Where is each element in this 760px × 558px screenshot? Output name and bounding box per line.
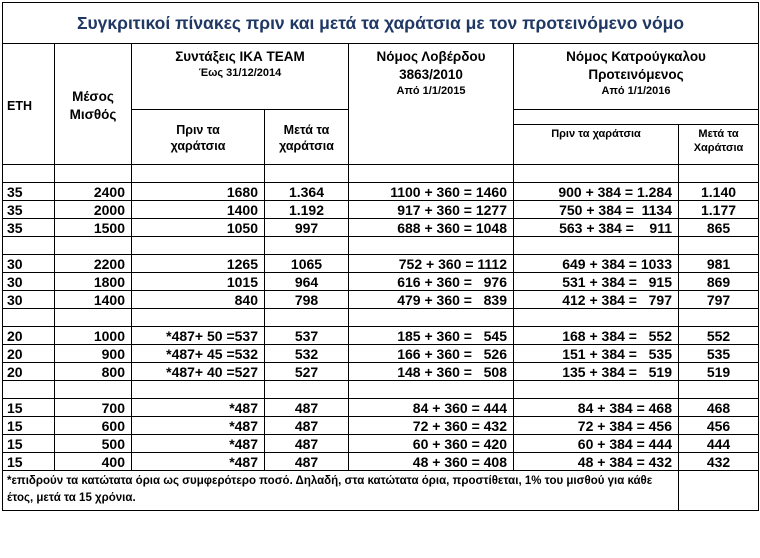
table-row <box>3 435 759 453</box>
cell-ika-after: 798 <box>265 291 349 309</box>
spacer-cell <box>349 237 514 255</box>
cell-ika-before: 840 <box>132 291 265 309</box>
cell-ika-after: 997 <box>265 219 349 237</box>
comparison-sheet <box>2 2 758 511</box>
cell-eth: 15 <box>3 453 55 471</box>
cell-ika-before: 1015 <box>132 273 265 291</box>
spacer-cell <box>679 381 759 399</box>
cell-eth: 35 <box>3 183 55 201</box>
spacer-cell <box>55 381 132 399</box>
header-katr-gap <box>514 110 759 125</box>
spacer-cell <box>514 309 679 327</box>
spacer-cell <box>132 237 265 255</box>
header-katr-before: Πριν τα χαράτσια <box>514 125 679 165</box>
cell-loverdos: 60 + 360 = 420 <box>349 435 514 453</box>
spacer-row <box>3 165 759 183</box>
table-row <box>3 453 759 471</box>
spacer-cell <box>132 381 265 399</box>
table-row <box>3 345 759 363</box>
cell-ika-before: *487 <box>132 417 265 435</box>
table-title: Συγκριτικοί πίνακες πριν και μετά τα χαράτσια με τον προτεινόμενο νόμο <box>3 3 759 44</box>
spacer-cell <box>132 309 265 327</box>
cell-katr-before: 900 + 384 = 1.284 <box>514 183 679 201</box>
cell-eth: 35 <box>3 219 55 237</box>
cell-katr-before: 72 + 384 = 456 <box>514 417 679 435</box>
cell-eth: 20 <box>3 363 55 381</box>
cell-ika-before: *487+ 45 =532 <box>132 345 265 363</box>
cell-ika-after: 1065 <box>265 255 349 273</box>
header-ika-after-label: Μετά τα χαράτσια <box>279 122 334 153</box>
cell-katr-after: 468 <box>679 399 759 417</box>
table-row <box>3 273 759 291</box>
header-katrougalos-date: Από 1/1/2016 <box>601 85 671 98</box>
cell-katr-before: 168 + 384 = 552 <box>514 327 679 345</box>
spacer-row <box>3 237 759 255</box>
cell-ika-before: *487 <box>132 399 265 417</box>
cell-misthos: 1500 <box>55 219 132 237</box>
header-ika-title: Συντάξεις ΙΚΑ ΤΕΑΜ <box>175 49 305 64</box>
spacer-cell <box>265 309 349 327</box>
header-ika <box>132 44 349 110</box>
cell-misthos: 2000 <box>55 201 132 219</box>
cell-loverdos: 185 + 360 = 545 <box>349 327 514 345</box>
table-row <box>3 417 759 435</box>
cell-misthos: 900 <box>55 345 132 363</box>
header-ika-after <box>265 110 349 165</box>
cell-katr-before: 135 + 384 = 519 <box>514 363 679 381</box>
cell-katr-before: 151 + 384 = 535 <box>514 345 679 363</box>
cell-misthos: 1400 <box>55 291 132 309</box>
cell-loverdos: 72 + 360 = 432 <box>349 417 514 435</box>
cell-eth: 35 <box>3 201 55 219</box>
cell-katr-before: 649 + 384 = 1033 <box>514 255 679 273</box>
cell-katr-after: 981 <box>679 255 759 273</box>
cell-eth: 15 <box>3 417 55 435</box>
cell-katr-after: 519 <box>679 363 759 381</box>
spacer-cell <box>514 237 679 255</box>
cell-ika-after: 487 <box>265 453 349 471</box>
spacer-cell <box>55 165 132 183</box>
spacer-cell <box>3 381 55 399</box>
cell-ika-after: 537 <box>265 327 349 345</box>
cell-eth: 20 <box>3 345 55 363</box>
cell-misthos: 2400 <box>55 183 132 201</box>
cell-katr-before: 531 + 384 = 915 <box>514 273 679 291</box>
cell-katr-before: 84 + 384 = 468 <box>514 399 679 417</box>
cell-ika-after: 964 <box>265 273 349 291</box>
header-eth: ΕΤΗ <box>3 44 55 165</box>
header-loverdos <box>349 44 514 165</box>
table-row <box>3 201 759 219</box>
cell-katr-after: 456 <box>679 417 759 435</box>
cell-misthos: 2200 <box>55 255 132 273</box>
cell-ika-before: *487 <box>132 435 265 453</box>
spacer-cell <box>679 309 759 327</box>
header-ika-before-label: Πριν τα χαράτσια <box>170 122 226 153</box>
cell-misthos: 700 <box>55 399 132 417</box>
cell-ika-after: 487 <box>265 435 349 453</box>
cell-katr-before: 750 + 384 = 1134 <box>514 201 679 219</box>
table-row <box>3 363 759 381</box>
cell-eth: 20 <box>3 327 55 345</box>
spacer-cell <box>132 165 265 183</box>
header-katr-after <box>679 125 759 165</box>
footnote: *επιδρούν τα κατώτατα όρια ως συμφερότερο ποσό. Δηλαδή, στα κατώτατα όρια, προστίθεται, 1% του μισθού για κάθε έτος, μετά τα 15 χρόνια. <box>3 471 679 511</box>
spacer-cell <box>3 309 55 327</box>
cell-eth: 30 <box>3 291 55 309</box>
spacer-cell <box>55 309 132 327</box>
spacer-cell <box>349 165 514 183</box>
cell-ika-before: *487+ 50 =537 <box>132 327 265 345</box>
table-row <box>3 219 759 237</box>
cell-misthos: 800 <box>55 363 132 381</box>
cell-katr-before: 60 + 384 = 444 <box>514 435 679 453</box>
cell-katr-after: 865 <box>679 219 759 237</box>
spacer-cell <box>679 237 759 255</box>
cell-loverdos: 752 + 360 = 1112 <box>349 255 514 273</box>
cell-katr-before: 412 + 384 = 797 <box>514 291 679 309</box>
cell-katr-after: 1.140 <box>679 183 759 201</box>
cell-loverdos: 166 + 360 = 526 <box>349 345 514 363</box>
cell-misthos: 600 <box>55 417 132 435</box>
cell-ika-after: 487 <box>265 417 349 435</box>
table-row <box>3 399 759 417</box>
header-katrougalos-title: Νόμος Κατρούγκαλου Προτεινόμενος <box>566 49 706 83</box>
spacer-cell <box>265 381 349 399</box>
spacer-cell <box>514 165 679 183</box>
header-katr-after-label: Μετά τα Χαράτσια <box>693 128 744 155</box>
comparison-table <box>2 2 759 511</box>
cell-loverdos: 616 + 360 = 976 <box>349 273 514 291</box>
cell-misthos: 1800 <box>55 273 132 291</box>
cell-ika-after: 532 <box>265 345 349 363</box>
footnote-empty-cell <box>679 471 759 511</box>
cell-misthos: 1000 <box>55 327 132 345</box>
cell-katr-before: 563 + 384 = 911 <box>514 219 679 237</box>
spacer-cell <box>3 237 55 255</box>
header-ika-date: Έως 31/12/2014 <box>198 67 282 80</box>
cell-katr-before: 48 + 384 = 432 <box>514 453 679 471</box>
cell-katr-after: 797 <box>679 291 759 309</box>
spacer-row <box>3 309 759 327</box>
cell-loverdos: 917 + 360 = 1277 <box>349 201 514 219</box>
spacer-row <box>3 381 759 399</box>
cell-ika-before: 1265 <box>132 255 265 273</box>
table-row <box>3 255 759 273</box>
table-row <box>3 291 759 309</box>
spacer-cell <box>514 381 679 399</box>
cell-ika-after: 1.192 <box>265 201 349 219</box>
cell-loverdos: 1100 + 360 = 1460 <box>349 183 514 201</box>
spacer-cell <box>55 237 132 255</box>
cell-ika-after: 1.364 <box>265 183 349 201</box>
header-loverdos-date: Από 1/1/2015 <box>396 85 466 98</box>
spacer-cell <box>679 165 759 183</box>
header-ika-before <box>132 110 265 165</box>
cell-katr-after: 869 <box>679 273 759 291</box>
cell-katr-after: 535 <box>679 345 759 363</box>
cell-misthos: 400 <box>55 453 132 471</box>
cell-eth: 15 <box>3 435 55 453</box>
spacer-cell <box>349 309 514 327</box>
cell-loverdos: 48 + 360 = 408 <box>349 453 514 471</box>
cell-ika-after: 527 <box>265 363 349 381</box>
cell-katr-after: 444 <box>679 435 759 453</box>
table-row <box>3 327 759 345</box>
header-misthos: Μέσος Μισθός <box>55 44 132 165</box>
cell-eth: 15 <box>3 399 55 417</box>
cell-ika-before: 1680 <box>132 183 265 201</box>
cell-katr-after: 552 <box>679 327 759 345</box>
cell-loverdos: 148 + 360 = 508 <box>349 363 514 381</box>
cell-misthos: 500 <box>55 435 132 453</box>
cell-ika-before: 1050 <box>132 219 265 237</box>
cell-ika-before: *487 <box>132 453 265 471</box>
spacer-cell <box>265 165 349 183</box>
table-row <box>3 183 759 201</box>
cell-eth: 30 <box>3 273 55 291</box>
cell-katr-after: 1.177 <box>679 201 759 219</box>
cell-ika-after: 487 <box>265 399 349 417</box>
spacer-cell <box>349 381 514 399</box>
header-loverdos-title: Νόμος Λοβέρδου 3863/2010 <box>376 49 486 83</box>
cell-loverdos: 479 + 360 = 839 <box>349 291 514 309</box>
cell-ika-before: *487+ 40 =527 <box>132 363 265 381</box>
footnote-row <box>3 471 759 511</box>
spacer-cell <box>3 165 55 183</box>
cell-ika-before: 1400 <box>132 201 265 219</box>
cell-loverdos: 84 + 360 = 444 <box>349 399 514 417</box>
header-katrougalos <box>514 44 759 110</box>
cell-loverdos: 688 + 360 = 1048 <box>349 219 514 237</box>
cell-katr-after: 432 <box>679 453 759 471</box>
spacer-cell <box>265 237 349 255</box>
cell-eth: 30 <box>3 255 55 273</box>
